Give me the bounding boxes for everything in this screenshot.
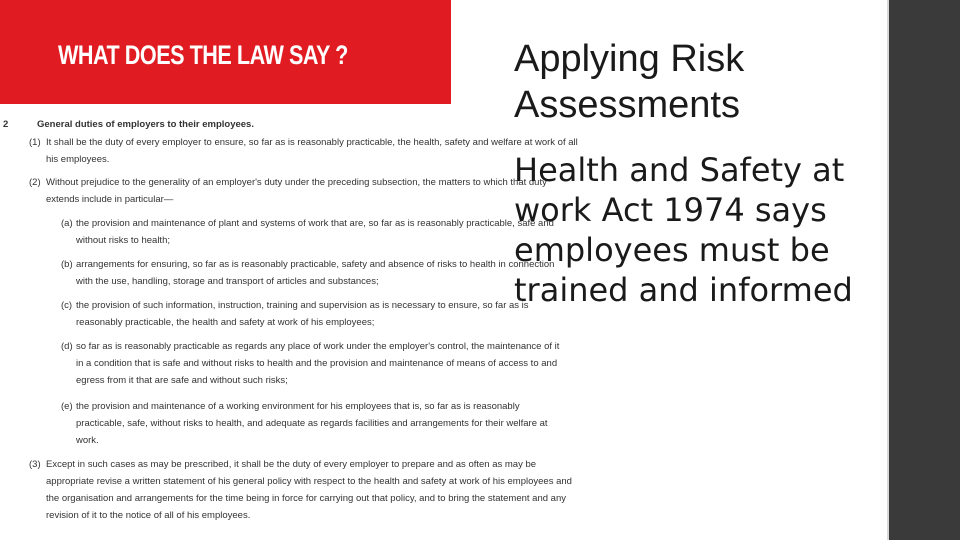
paragraph-line: appropriate revise a written statement of his general policy with respect to the health and safety at work of his employees and: [46, 476, 572, 487]
slide-body-line: trained and informed: [514, 271, 853, 309]
subparagraph-line: so far as is reasonably practicable as regards any place of work under the employer's control, the maintenance of it: [76, 341, 560, 352]
slide-title: [514, 36, 874, 128]
side-bar: [889, 0, 960, 540]
slide-body-line: work Act 1974 says: [514, 191, 827, 229]
subparagraph-line: the provision and maintenance of plant and systems of work that are, so far as is reasonably practicable, safe and: [76, 218, 554, 229]
subparagraph-line: the provision and maintenance of a working environment for his employees that is, so far as is reasonably: [76, 401, 520, 412]
paragraph-number: (2): [29, 177, 41, 188]
subparagraph-line: reasonably practicable, the health and safety at work of his employees;: [76, 317, 375, 328]
subparagraph-line: with the use, handling, storage and transport of articles and substances;: [76, 276, 379, 287]
slide-title-line: Applying Risk: [514, 38, 745, 80]
paragraph-line: Without prejudice to the generality of an employer's duty under the preceding subsection, the matters to which that duty: [46, 177, 547, 188]
subparagraph-letter: (a): [61, 218, 73, 229]
subparagraph-line: practicable, safe, without risks to health, and adequate as regards facilities and arrangements for their welfare at: [76, 418, 548, 429]
subparagraph-line: without risks to health;: [76, 235, 170, 246]
section-number: 2: [3, 119, 9, 130]
slide-body: [514, 150, 874, 310]
subparagraph-letter: (b): [61, 259, 73, 270]
paragraph-number: (1): [29, 137, 41, 148]
paragraph-line: revision of it to the notice of all of his employees.: [46, 510, 251, 521]
paragraph-line: It shall be the duty of every employer to ensure, so far as is reasonably practicable, the health, safety and welfare at work of all: [46, 137, 578, 148]
subparagraph-line: in a condition that is safe and without risks to health and the provision and maintenance of means of access to and: [76, 358, 558, 369]
paragraph-line: extends include in particular—: [46, 194, 174, 205]
section-heading: General duties of employers to their employees.: [37, 119, 254, 130]
subparagraph-line: the provision of such information, instruction, training and supervision as is necessary to ensure, so far as is: [76, 300, 529, 311]
subparagraph-letter: (c): [61, 300, 73, 311]
paragraph-line: Except in such cases as may be prescribed, it shall be the duty of every employer to prepare and as often as may be: [46, 459, 537, 470]
subparagraph-letter: (e): [61, 401, 73, 412]
slide-title-line: Assessments: [514, 84, 740, 126]
slide-body-line: Health and Safety at: [514, 151, 845, 189]
subparagraph-line: work.: [76, 435, 99, 446]
paragraph-line: his employees.: [46, 154, 110, 165]
subparagraph-line: egress from it that are safe and without such risks;: [76, 375, 288, 386]
subparagraph-line: arrangements for ensuring, so far as is reasonably practicable, safety and absence of risks to health in connection: [76, 259, 555, 270]
paragraph-line: the organisation and arrangements for the time being in force for carrying out that policy, and to bring the statement and any: [46, 493, 566, 504]
subparagraph-letter: (d): [61, 341, 73, 352]
red-banner: [0, 0, 451, 104]
paragraph-number: (3): [29, 459, 41, 470]
slide-body-line: employees must be: [514, 231, 830, 269]
banner-title: WHAT DOES THE LAW SAY ?: [58, 40, 348, 70]
